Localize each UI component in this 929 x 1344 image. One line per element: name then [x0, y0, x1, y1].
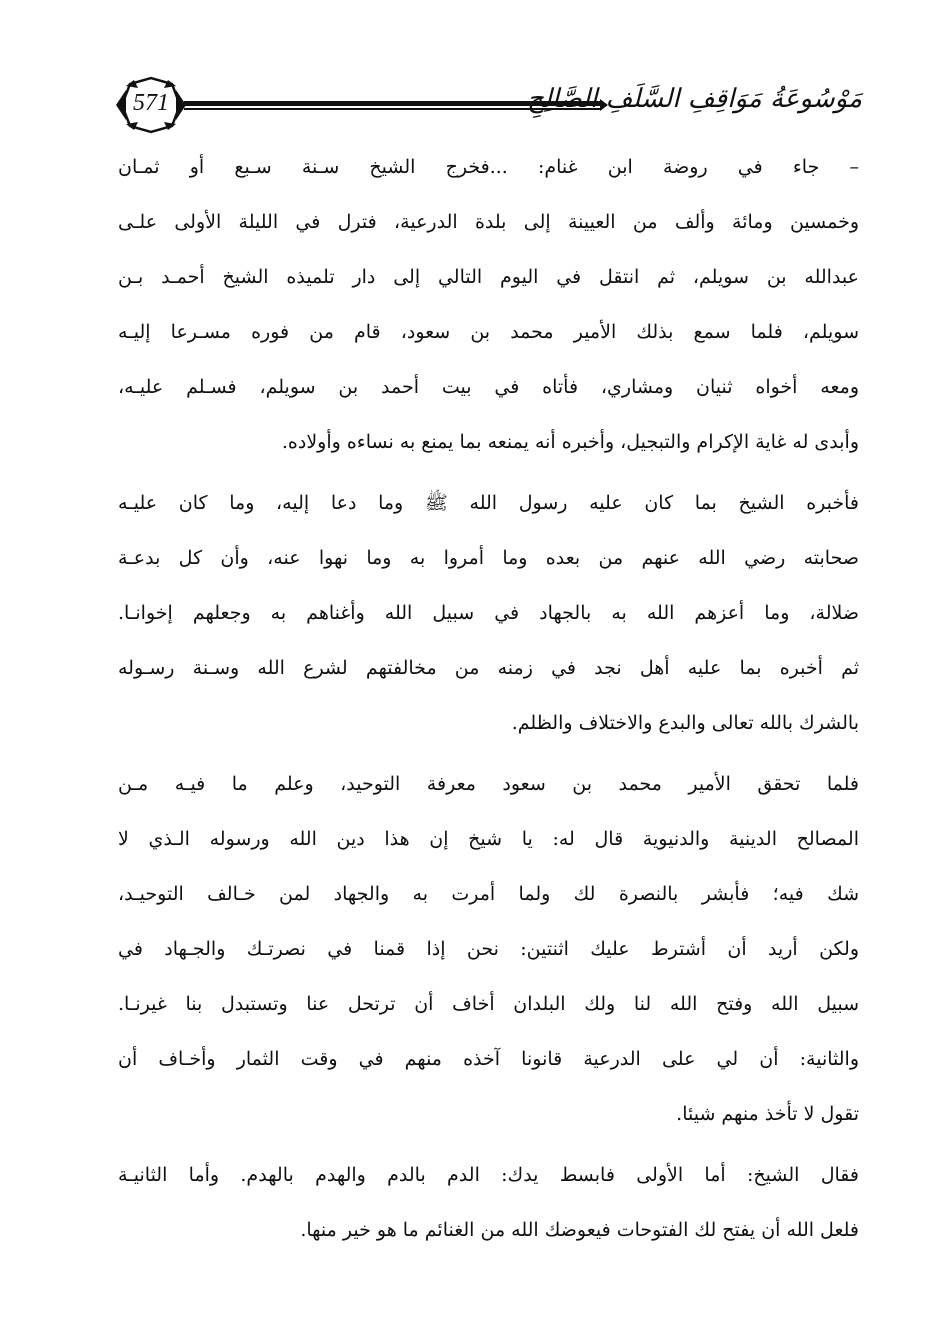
text-line: ثم أخبره بما عليه أهل نجد في زمنه من مخالفتهم لشرع الله وسـنة رسـوله — [118, 657, 859, 679]
book-title: مَوْسُوعَةُ مَوَاقِفِ السَّلَفِ الصَّالِحِ — [527, 84, 862, 114]
text-line: سبيل الله وفتح الله لنا ولك البلدان أخاف أن ترتحل عنا وتستبدل بنا غيرنـا. — [118, 993, 859, 1015]
text-line: صحابته رضي الله عنهم من بعده وما أمروا به وما نهوا عنه، وأن كل بدعـة — [118, 547, 859, 569]
page-number: 571 — [133, 90, 169, 116]
text-line: عبدالله بن سويلم، ثم انتقل في اليوم التالي إلى دار تلميذه الشيخ أحمـد بـن — [118, 266, 859, 288]
page-body — [118, 140, 859, 1258]
text-line: شك فيه؛ فأبشر بالنصرة لك ولما أمرت به والجهاد لمن خـالف التوحيـد، — [118, 883, 859, 905]
text-line: فلما تحقق الأمير محمد بن سعود معرفة التوحيد، وعلم ما فيـه مـن — [118, 773, 859, 795]
paragraph — [118, 476, 859, 751]
paragraph — [118, 757, 859, 1142]
page-number-badge — [112, 76, 190, 134]
text-line: بالشرك بالله تعالى والبدع والاختلاف والظلم. — [511, 712, 859, 734]
text-line: ولكن أريد أن أشترط عليك اثنتين: نحن إذا قمنا في نصرتـك والجـهاد في — [118, 938, 859, 960]
text-line: وأبدى له غاية الإكرام والتبجيل، وأخبره أنه يمنعه بما يمنع به نساءه وأولاده. — [281, 431, 859, 453]
text-line: ضلالة، وما أعزهم الله به بالجهاد في سبيل الله وأغناهم به وجعلهم إخوانـا. — [118, 602, 859, 624]
text-line: فقال الشيخ: أما الأولى فابسط يدك: الدم بالدم والهدم بالهدم. وأما الثانيـة — [118, 1164, 859, 1186]
text-line: والثانية: أن لي على الدرعية قانونا آخذه منهم في وقت الثمار وأخـاف أن — [118, 1048, 859, 1070]
paragraph — [118, 1148, 859, 1258]
text-line: المصالح الدينية والدنيوية قال له: يا شيخ إن هذا دين الله ورسوله الـذي لا — [118, 828, 859, 850]
text-line: – جاء في روضة ابن غنام: ...فخرج الشيخ سـنة سـبع أو ثمـان — [118, 156, 859, 178]
page-header — [112, 76, 862, 136]
text-line: وخمسين ومائة وألف من العيينة إلى بلدة الدرعية، فترل في الليلة الأولى علـى — [118, 211, 859, 233]
text-line: تقول لا تأخذ منهم شيئا. — [676, 1103, 859, 1125]
text-line: فأخبره الشيخ بما كان عليه رسول الله ﷺ وما دعا إليه، وما كان عليـه — [118, 492, 859, 514]
paragraph — [118, 140, 859, 470]
text-line: فلعل الله أن يفتح لك الفتوحات فيعوضك الله من الغنائم ما هو خير منها. — [300, 1219, 859, 1241]
text-line: سويلم، فلما سمع بذلك الأمير محمد بن سعود، قام من فوره مسـرعا إليـه — [118, 321, 859, 343]
text-line: ومعه أخواه ثنيان ومشاري، فأتاه في بيت أحمد بن سويلم، فسـلم عليـه، — [118, 376, 859, 398]
